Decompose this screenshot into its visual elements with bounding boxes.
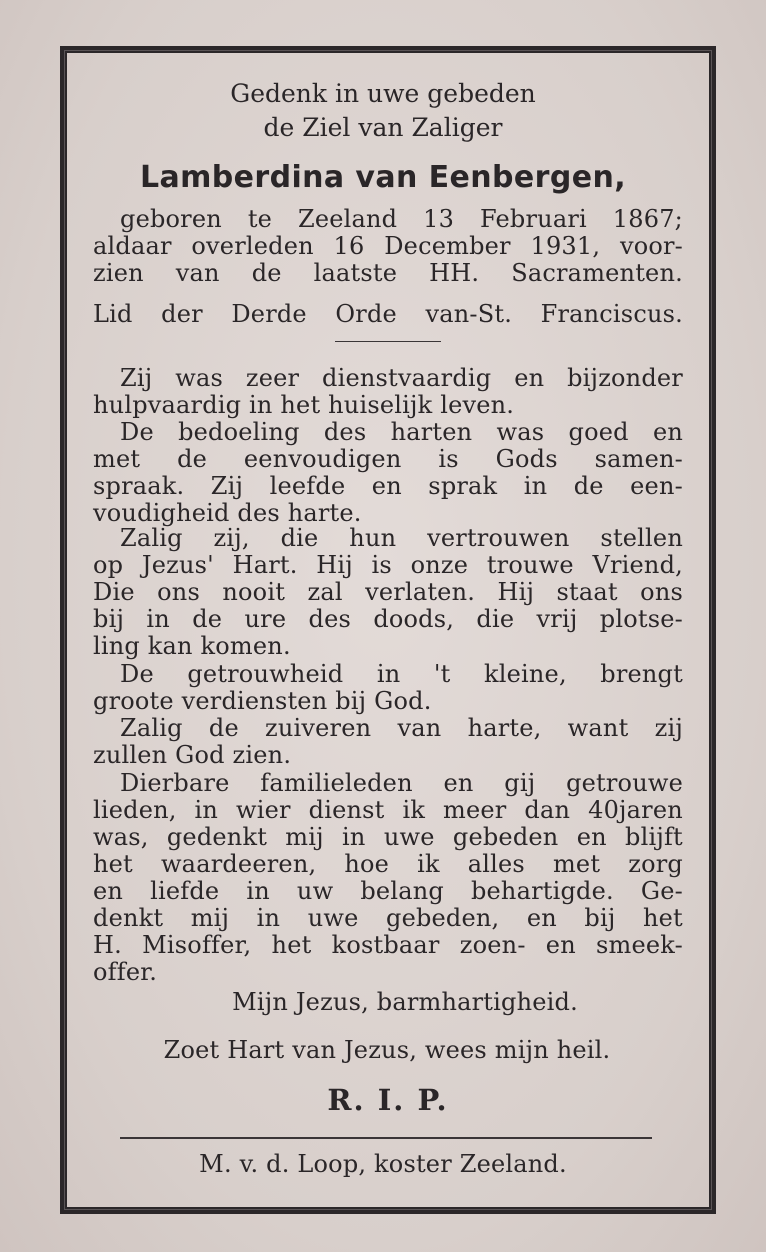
body-line: De bedoeling des harten was goed en bbox=[120, 418, 683, 446]
body-line: offer. bbox=[93, 958, 158, 986]
body-line: op Jezus' Hart. Hij is onze trouwe Vriend, bbox=[93, 551, 683, 579]
header-line-2: de Ziel van Zaliger bbox=[263, 113, 503, 142]
body-line: Zalig zij, die hun vertrouwen stellen bbox=[120, 524, 683, 552]
body-line: hulpvaardig in het huiselijk leven. bbox=[93, 391, 515, 419]
body-line: Dierbare familieleden en gij getrouwe bbox=[120, 769, 683, 797]
body-line: H. Misoffer, het kostbaar zoen- en smeek- bbox=[93, 931, 683, 959]
deceased-name: Lamberdina van Eenbergen, bbox=[139, 160, 627, 195]
prayer-1: Mijn Jezus, barmhartigheid. bbox=[232, 988, 578, 1016]
rip-text: R. I. P. bbox=[327, 1083, 449, 1117]
bio-line: zien van de laatste HH. Sacramenten. bbox=[93, 259, 683, 287]
body-line: groote verdiensten bij God. bbox=[93, 687, 432, 715]
body-line: Die ons nooit zal verlaten. Hij staat ons bbox=[93, 578, 683, 606]
body-line: voudigheid des harte. bbox=[93, 499, 362, 527]
body-line: was, gedenkt mij in uwe gebeden en blijft bbox=[93, 823, 683, 851]
body-line: lieden, in wier dienst ik meer dan 40jaren bbox=[93, 796, 683, 824]
body-line: denkt mij in uwe gebeden, en bij het bbox=[93, 904, 683, 932]
body-line: Zalig de zuiveren van harte, want zij bbox=[120, 714, 683, 742]
body-line: De getrouwheid in 't kleine, brengt bbox=[120, 660, 683, 688]
body-line: met de eenvoudigen is Gods samen- bbox=[93, 445, 683, 473]
body-line: spraak. Zij leefde en sprak in de een- bbox=[93, 472, 683, 500]
divider-short bbox=[335, 341, 441, 342]
footer-printer: M. v. d. Loop, koster Zeeland. bbox=[199, 1150, 567, 1178]
body-line: Zij was zeer dienstvaardig en bijzonder bbox=[120, 364, 683, 392]
bio-line: geboren te Zeeland 13 Februari 1867; bbox=[120, 205, 683, 233]
divider-footer bbox=[120, 1137, 652, 1139]
body-line: en liefde in uw belang behartigde. Ge- bbox=[93, 877, 683, 905]
body-line: het waardeeren, hoe ik alles met zorg bbox=[93, 850, 683, 878]
header-line-1: Gedenk in uwe gebeden bbox=[230, 79, 536, 108]
body-line: zullen God zien. bbox=[93, 741, 292, 769]
prayer-2: Zoet Hart van Jezus, wees mijn heil. bbox=[163, 1036, 611, 1064]
bio-line: aldaar overleden 16 December 1931, voor- bbox=[93, 232, 683, 260]
body-line: bij in de ure des doods, die vrij plotse- bbox=[93, 605, 683, 633]
body-line: ling kan komen. bbox=[93, 632, 291, 660]
bio-line: Lid der Derde Orde van-St. Franciscus. bbox=[93, 300, 683, 328]
